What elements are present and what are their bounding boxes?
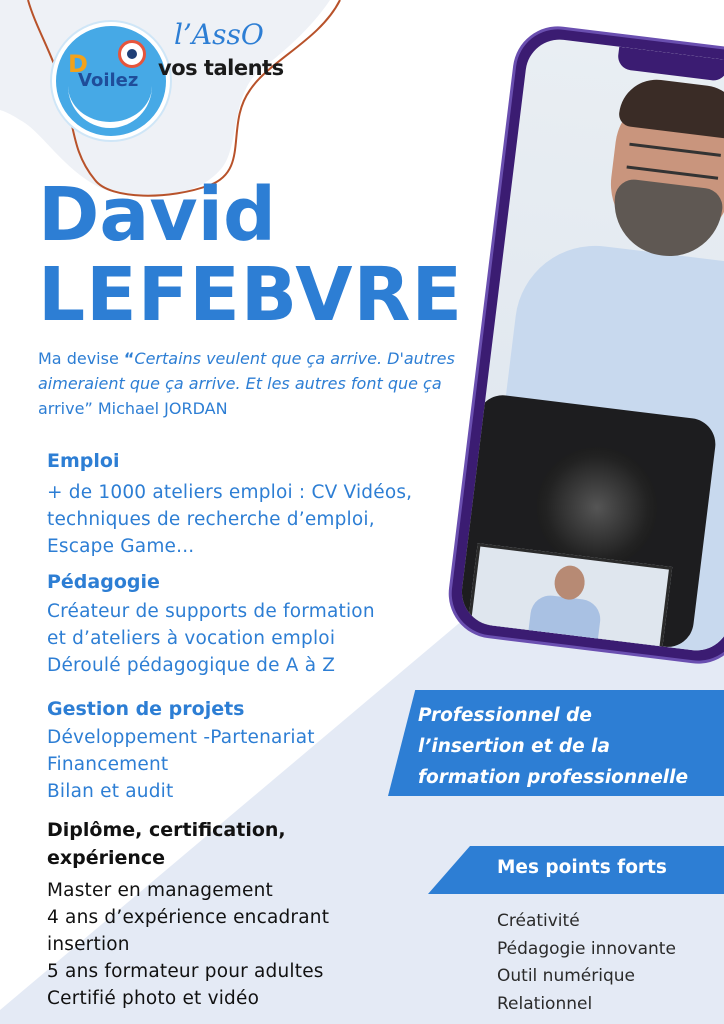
- profession-banner-text: [418, 700, 718, 793]
- diplome-line: Certifié photo et vidéo: [47, 988, 260, 1009]
- logo-letter-d: D: [68, 50, 88, 78]
- diplome-line: 4 ans d’expérience encadrant: [47, 907, 330, 928]
- section-title-emploi: Emploi: [47, 450, 120, 472]
- strength-item: Outil numérique: [497, 966, 635, 986]
- first-name: David: [38, 172, 276, 258]
- diplome-title-line: expérience: [47, 847, 166, 869]
- pedagogie-line: Créateur de supports de formation: [47, 601, 375, 622]
- section-title-pedagogie: Pédagogie: [47, 571, 160, 593]
- strength-item: Pédagogie innovante: [497, 938, 676, 959]
- emploi-line: + de 1000 ateliers emploi : CV Vidéos,: [47, 482, 413, 503]
- section-body-pedagogie: [47, 598, 375, 679]
- diplome-line: 5 ans formateur pour adultes: [47, 961, 324, 982]
- strengths-title: Mes points forts: [497, 857, 667, 878]
- last-name: LEFEBVRE: [38, 252, 464, 338]
- camera-screen-shirt: [528, 593, 602, 641]
- logo-word: Voilez: [78, 70, 139, 91]
- logo-asso: l’AssO: [174, 18, 264, 51]
- section-body-diplome: [47, 877, 329, 1012]
- profession-line: Professionnel de: [418, 705, 592, 726]
- diplome-line: insertion: [47, 934, 130, 955]
- profession-line: l’insertion et de la: [418, 736, 610, 757]
- camera-icon: [458, 392, 718, 650]
- motto-quote-open: “: [123, 349, 135, 368]
- logo-tagline: vos talents: [158, 56, 284, 80]
- motto: [38, 346, 498, 421]
- camera-screen: [467, 543, 672, 652]
- strengths-list: [497, 908, 676, 1018]
- gestion-line: Développement -Partenariat: [47, 727, 315, 748]
- diplome-line: Master en management: [47, 880, 273, 901]
- phone-notch: [617, 47, 724, 82]
- profession-line: formation professionnelle: [418, 767, 689, 788]
- motto-prefix: Ma devise: [38, 349, 124, 368]
- section-body-gestion: [47, 724, 315, 805]
- gestion-line: Bilan et audit: [47, 781, 174, 802]
- section-title-gestion: Gestion de projets: [47, 698, 245, 720]
- motto-quote-end: arrive: [38, 399, 85, 418]
- section-title-diplome: [47, 816, 286, 872]
- pedagogie-line: Déroulé pédagogique de A à Z: [47, 655, 336, 676]
- logo-eye-icon: [118, 40, 146, 68]
- emploi-line: Escape Game...: [47, 536, 195, 557]
- gestion-line: Financement: [47, 754, 169, 775]
- pedagogie-line: et d’ateliers à vocation emploi: [47, 628, 336, 649]
- diplome-title-line: Diplôme, certification,: [47, 819, 286, 841]
- strength-item: Créativité: [497, 911, 580, 931]
- motto-quote: Certains veulent que ça arrive. D'autres aimeraient que ça arrive. Et les autres font que ça: [38, 349, 455, 393]
- section-body-emploi: [47, 479, 412, 560]
- strength-item: Relationnel: [497, 993, 593, 1014]
- emploi-line: techniques de recherche d’emploi,: [47, 509, 375, 530]
- motto-closing: ” Michael JORDAN: [84, 399, 228, 418]
